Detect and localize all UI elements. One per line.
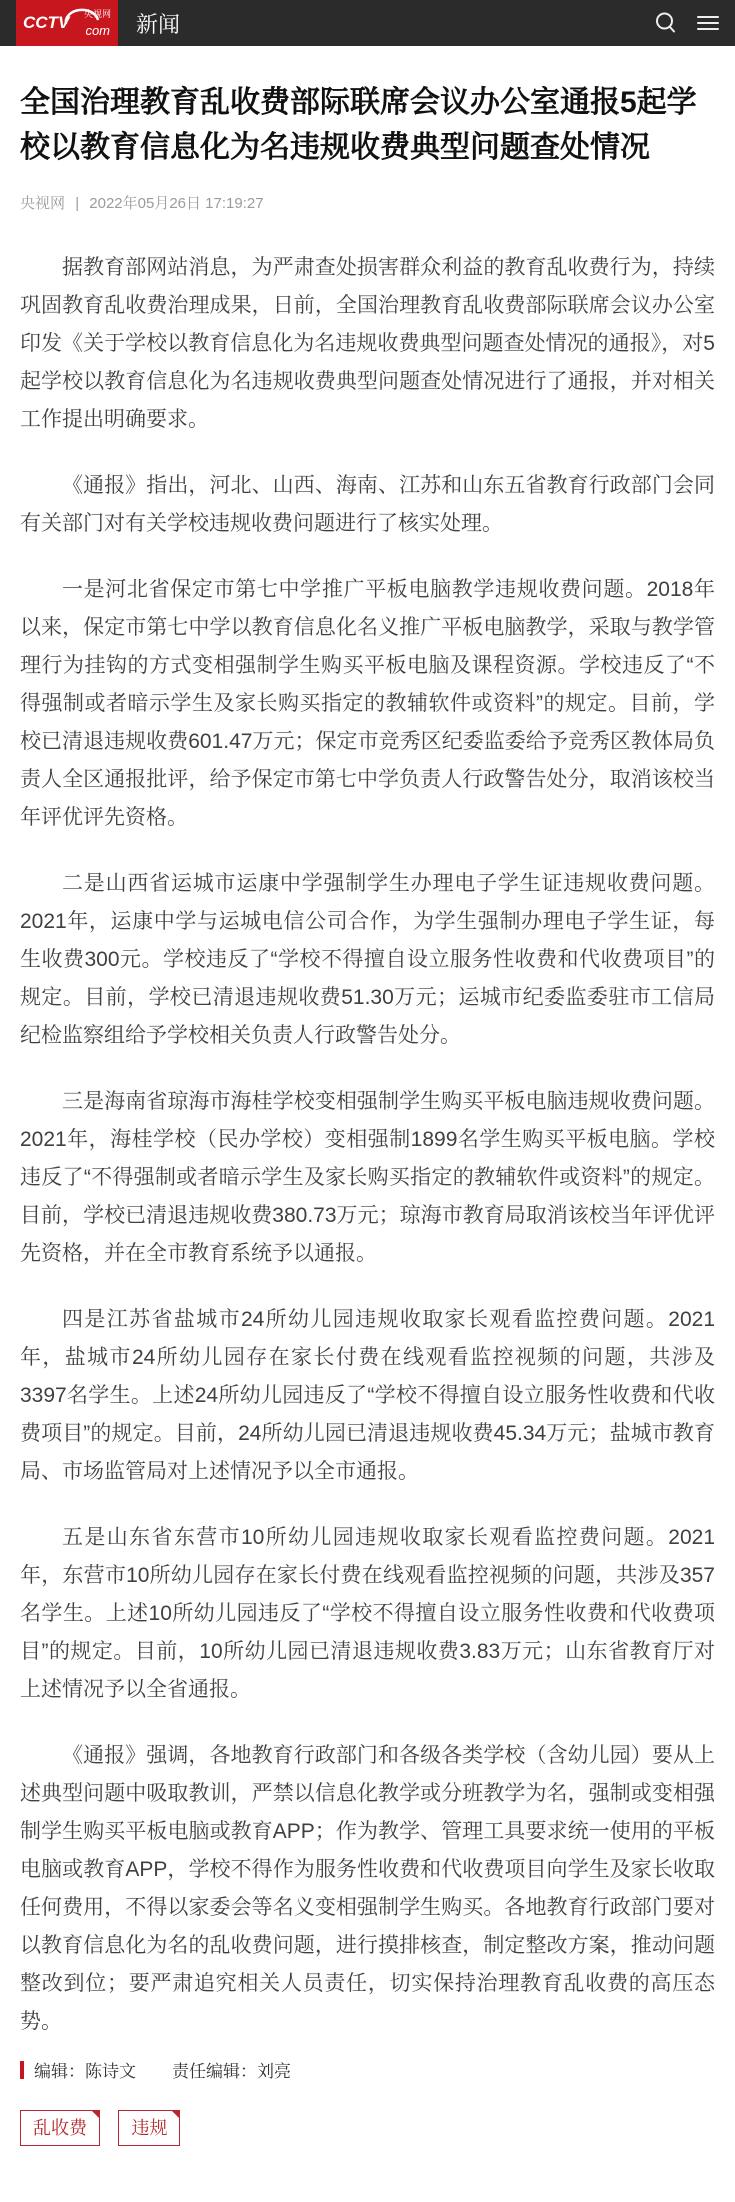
search-icon[interactable] bbox=[649, 6, 683, 40]
editor-name: 陈诗文 bbox=[85, 2062, 136, 2081]
tags-row bbox=[20, 2110, 715, 2202]
paragraph-conclusion: 《通报》强调，各地教育行政部门和各级各类学校（含幼儿园）要从上述典型问题中吸取教训，严禁以信息化教学或分班教学为名，强制或变相强制学生购买平板电脑或教育APP；作为教学、管理工具要求统一使用的平板电脑或教育APP，学校不得作为服务性收费和代收费项目向学生及家长收取任何费用，不得以家委会等名义变相强制学生购买。各地教育行政部门要对以教育信息化为名的乱收费问题，进行摸排核查，制定整改方案，推动问题整改到位；要严肃追究相关人员责任，切实保持治理教育乱收费的高压态势。 bbox=[20, 1744, 715, 2033]
header-bar bbox=[0, 0, 735, 46]
paragraph-case-2-shanxi: 二是山西省运城市运康中学强制学生办理电子学生证违规收费问题。2021年，运康中学与运城电信公司合作，为学生强制办理电子学生证，每生收费300元。学校违反了“学校不得擅自设立服务性收费和代收费项目”的规定。目前，学校已清退违规收费51.30万元；运城市纪委监委驻市工信局纪检监察组给予学校相关负责人行政警告处分。 bbox=[20, 872, 715, 1047]
editor-label: 编辑： bbox=[34, 2062, 85, 2081]
tag-weigui[interactable]: 违规 bbox=[118, 2110, 180, 2146]
cctv-logo-sitename: 央视网 bbox=[83, 9, 111, 19]
article-publish-time: 2022年05月26日 17:19:27 bbox=[89, 195, 264, 212]
article-title: 全国治理教育乱收费部际联席会议办公室通报5起学校以教育信息化为名违规收费典型问题查处情况 bbox=[20, 86, 697, 164]
chief-editor-group bbox=[172, 2057, 291, 2082]
chief-editor-name: 刘亮 bbox=[257, 2062, 291, 2081]
editor-accent-bar bbox=[20, 2061, 24, 2079]
paragraph-overview: 《通报》指出，河北、山西、海南、江苏和山东五省教育行政部门会同有关部门对有关学校违规收费问题进行了核实处理。 bbox=[20, 474, 715, 535]
cctv-logo-swoosh-icon bbox=[62, 2, 104, 32]
tag-luanshoufei[interactable]: 乱收费 bbox=[20, 2110, 100, 2146]
menu-icon[interactable] bbox=[691, 6, 725, 40]
paragraph-case-5-shandong: 五是山东省东营市10所幼儿园违规收取家长观看监控费问题。2021年，东营市10所幼儿园存在家长付费在线观看监控视频的问题，共涉及357名学生。上述10所幼儿园违反了“学校不得擅自设立服务性收费和代收费项目”的规定。目前，10所幼儿园已清退违规收费3.83万元；山东省教育厅对上述情况予以全省通报。 bbox=[20, 1526, 715, 1701]
article-body bbox=[20, 249, 715, 2041]
article-source: 央视网 bbox=[20, 195, 66, 212]
cctv-logo[interactable] bbox=[16, 0, 118, 46]
paragraph-case-1-hebei: 一是河北省保定市第七中学推广平板电脑教学违规收费问题。2018年以来，保定市第七中学以教育信息化名义推广平板电脑教学，采取与教学管理行为挂钩的方式变相强制学生购买平板电脑及课程资源。学校违反了“不得强制或者暗示学生及家长购买指定的教辅软件或资料”的规定。目前，学校已清退违规收费601.47万元；保定市竞秀区纪委监委给予竞秀区教体局负责人全区通报批评，给予保定市第七中学负责人行政警告处分，取消该校当年评优评先资格。 bbox=[20, 578, 715, 829]
paragraph-intro: 据教育部网站消息，为严肃查处损害群众利益的教育乱收费行为，持续巩固教育乱收费治理成果，日前，全国治理教育乱收费部际联席会议办公室印发《关于学校以教育信息化为名违规收费典型问题查处情况的通报》，对5起学校以教育信息化为名违规收费典型问题查处情况进行了通报，并对相关工作提出明确要求。 bbox=[20, 256, 715, 431]
editor-group bbox=[34, 2057, 136, 2082]
meta-divider: | bbox=[75, 195, 80, 212]
editor-row bbox=[20, 2057, 715, 2082]
paragraph-case-3-hainan: 三是海南省琼海市海桂学校变相强制学生购买平板电脑违规收费问题。2021年，海桂学校（民办学校）变相强制1899名学生购买平板电脑。学校违反了“不得强制或者暗示学生及家长购买指定的教辅软件或资料”的规定。目前，学校已清退违规收费380.73万元；琼海市教育局取消该校当年评优评先资格，并在全市教育系统予以通报。 bbox=[20, 1090, 715, 1265]
article-meta bbox=[20, 192, 715, 213]
cctv-logo-domain: com bbox=[85, 23, 110, 38]
nav-title-news[interactable]: 新闻 bbox=[136, 11, 181, 37]
cctv-logo-brand: CCTV bbox=[23, 13, 70, 32]
chief-editor-label: 责任编辑： bbox=[172, 2062, 257, 2081]
paragraph-case-4-jiangsu: 四是江苏省盐城市24所幼儿园违规收取家长观看监控费问题。2021年，盐城市24所幼儿园存在家长付费在线观看监控视频的问题，共涉及3397名学生。上述24所幼儿园违反了“学校不得擅自设立服务性收费和代收费项目”的规定。目前，24所幼儿园已清退违规收费45.34万元；盐城市教育局、市场监管局对上述情况予以全市通报。 bbox=[20, 1308, 715, 1483]
